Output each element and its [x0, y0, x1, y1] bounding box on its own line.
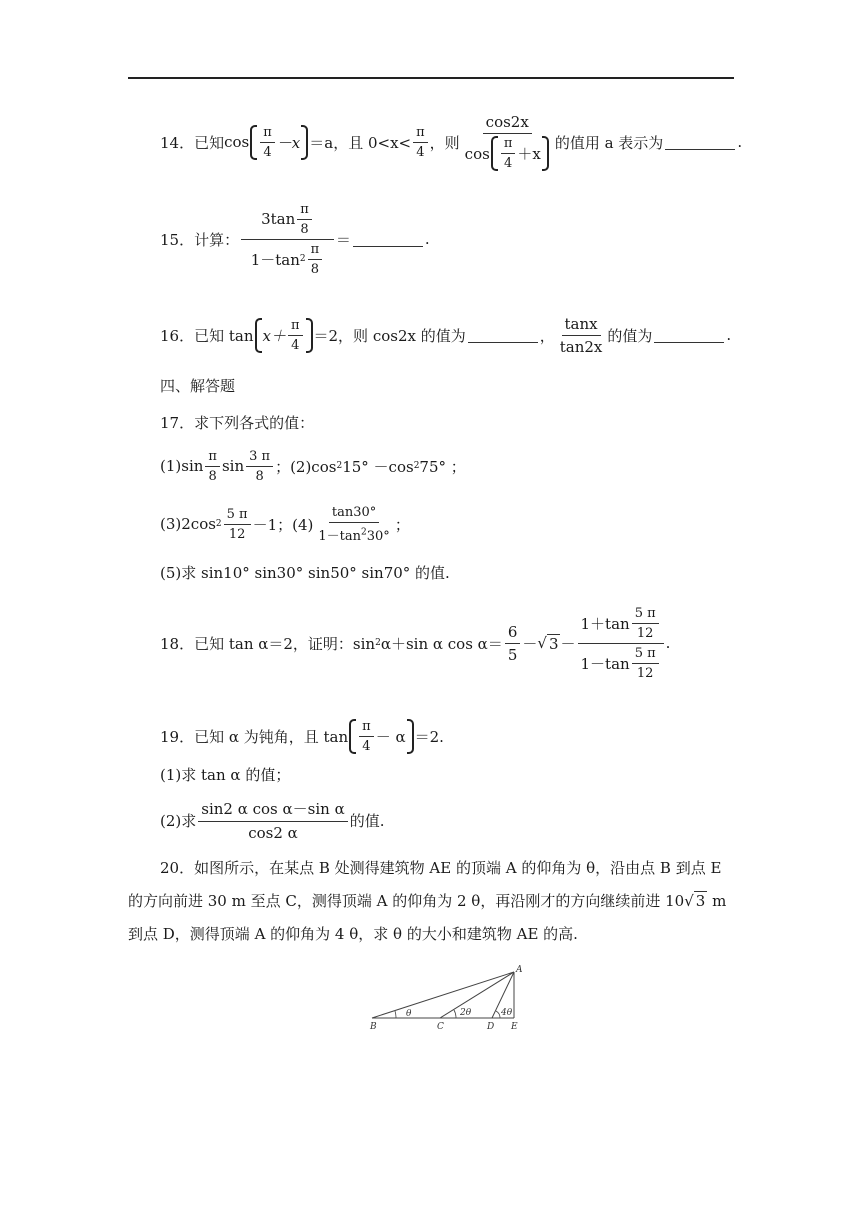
q14-cos: cos: [224, 133, 250, 151]
label-c: C: [437, 1022, 444, 1032]
label-a: A: [516, 965, 523, 975]
elevation-figure: [368, 962, 528, 1036]
section-heading: 四、解答题: [160, 376, 236, 395]
angle-arc-b: [395, 1011, 396, 1018]
label-e: E: [511, 1022, 518, 1032]
q15-fraction: 3tan $\frac{\pi}{8}$ 1－tan 2 $\frac{\pi}{8}$: [241, 202, 334, 277]
question-19: 19．已知 α 为钝角，且 tan $\frac{\pi}{4}$ － α ＝2.: [160, 718, 444, 754]
header-rule: [128, 77, 734, 79]
question-14: 14．已知 cos $\frac{\pi}{4}$ －x ＝a，且 0<x< $\frac{\pi}{4}$ ，则 cos2x cos $\frac{\pi}{4}$ ＋x 的值用 a 表示为 .: [160, 113, 743, 171]
sight-line-b: [372, 972, 514, 1018]
q16-answer-blank-1: [468, 328, 538, 343]
question-17-part5: (5)求 sin10° sin30° sin50° sin70° 的值.: [160, 563, 450, 582]
question-17-title: 17．求下列各式的值：: [160, 413, 315, 432]
label-theta: θ: [406, 1009, 412, 1019]
q15-label: 15．计算：: [160, 230, 240, 249]
question-19-part2: (2)求 $\frac{\text{sin2 α cos α－sin α}}{\cos 2 \alpha}$ 的值.: [160, 800, 385, 842]
question-18: 18．已知 tan α＝2，证明：sin 2 α＋sin α cos α＝ $\frac{6}{5}$ － √ 3 － 1＋tan $\frac{5 \pi}{12}$ 1－tan $\frac{5 \pi}{12}$ .: [160, 605, 671, 681]
q16-answer-blank-2: [654, 328, 724, 343]
q14-condition: ＝a，且 0<x<: [309, 133, 412, 152]
angle-arc-c: [454, 1010, 456, 1018]
label-b: B: [370, 1022, 377, 1032]
q15-answer-blank: [353, 232, 423, 247]
q14-fraction: cos2x cos $\frac{\pi}{4}$ ＋x: [462, 113, 553, 171]
q16-label: 16．已知 tan: [160, 326, 254, 345]
question-19-part1: (1)求 tan α 的值；: [160, 765, 291, 784]
question-17-part1: (1)sin $\frac{\pi}{8}$ sin $\frac{3 \pi}{8}$ ；(2)cos 2 15° －cos 2 75° ；: [160, 448, 466, 484]
question-17-part3: (3)2cos 2 $\frac{5 \pi}{12}$ －1；(4) $\frac{\tan 30^\circ}{1-\tan^230^\circ}$ ；: [160, 504, 410, 544]
q14-label: 14．已知: [160, 133, 225, 152]
question-16: 16．已知 tan x＋ $\frac{\pi}{4}$ ＝2，则 cos2x 的值为 ， $\frac{\tan x}{\tan 2x}$ 的值为 .: [160, 314, 732, 356]
q14-answer-blank: [665, 135, 735, 150]
angle-arc-d: [496, 1011, 500, 1018]
question-15: 15．计算： 3tan $\frac{\pi}{8}$ 1－tan 2 $\frac{\pi}{8}$ ＝ .: [160, 201, 430, 277]
q14-paren: $\frac{\pi}{4}$ －x: [249, 125, 309, 160]
label-2theta: 2θ: [460, 1008, 472, 1018]
q18-fraction: 1＋tan $\frac{5 \pi}{12}$ 1－tan $\frac{5 \pi}{12}$: [578, 606, 664, 681]
label-4theta: 4θ: [501, 1008, 513, 1018]
question-20: 20．如图所示，在某点 B 处测得建筑物 AE 的顶端 A 的仰角为 θ，沿由点 B 到点 E 的方向前进 30 m 至点 C，测得顶端 A 的仰角为 2 θ，再沿刚才的方向继续前进 10√ 3 m 到点 D，测得顶端 A 的仰角为 4 θ，求 θ 的大小和建筑物 AE 的高.: [128, 859, 727, 943]
label-d: D: [487, 1022, 495, 1032]
